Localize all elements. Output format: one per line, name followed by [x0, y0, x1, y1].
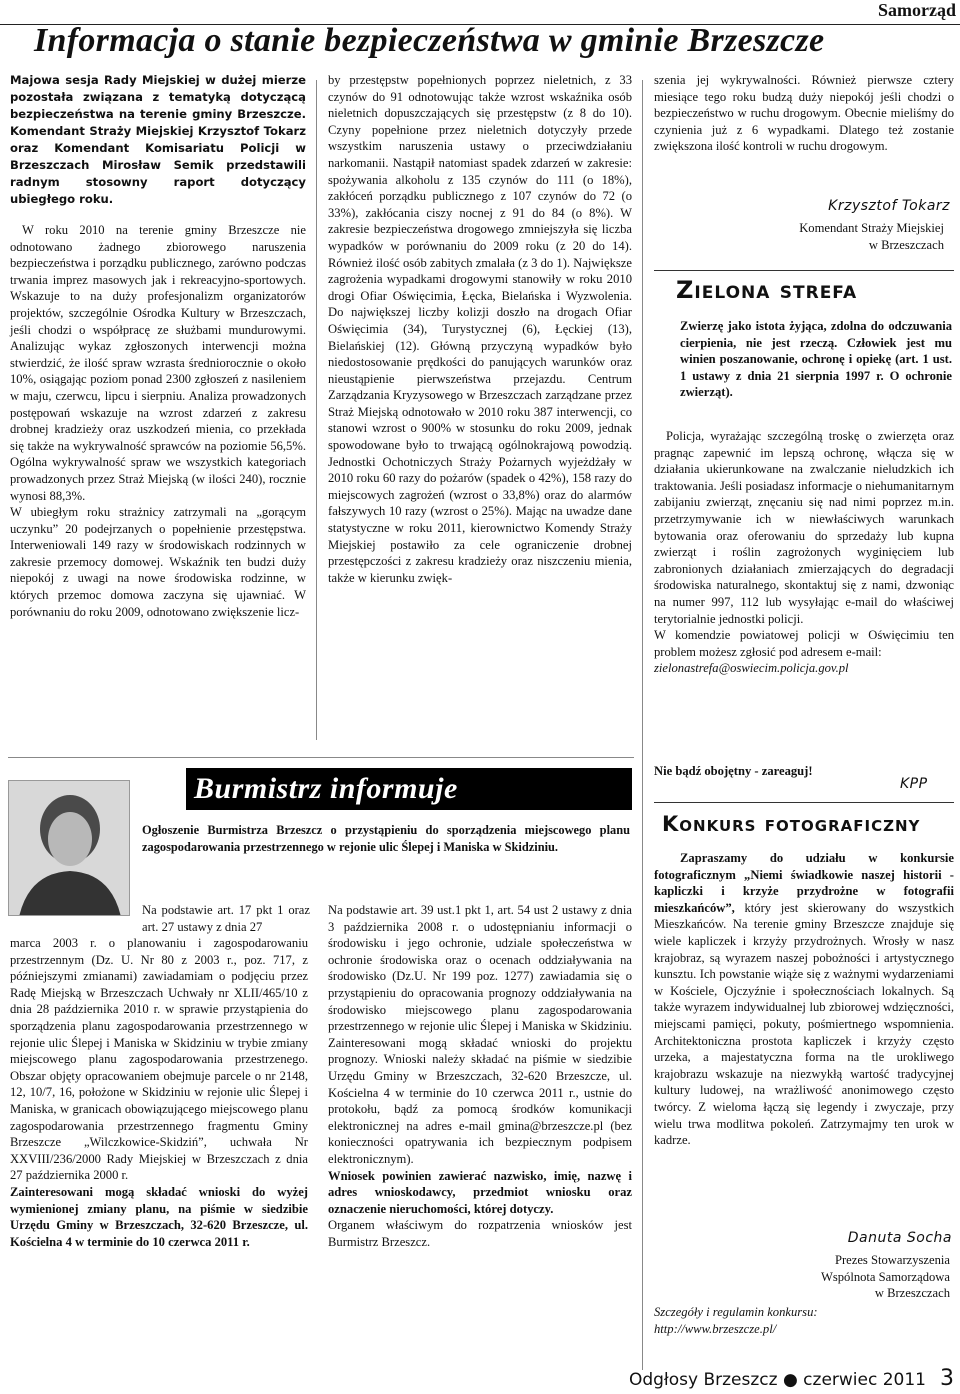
article-paragraph: W ubiegłym roku strażnicy zatrzymali na „gorącym uczynku” 20 podejrzanych o popełnienie przestępstwa. Interweniowali 149 razy w środowiskach rodzinnych w zakresie przemocy domowej. Wskaźnik ten budzi duży niepokój z uwagi na nowe środowiska rodzinne, w których przemoc domowa zaczyna się ujawniać. W porównaniu do roku 2009, odnotowano zwiększenie licz- — [10, 505, 306, 619]
column-divider — [642, 80, 643, 1370]
article-column-3 — [654, 72, 954, 155]
contest-url[interactable]: http://www.brzeszcze.pl/ — [654, 1321, 777, 1336]
contest-details: Szczegóły i regulamin konkursu: http://www.brzeszcze.pl/ — [654, 1305, 818, 1336]
green-zone-closing: Nie bądź obojętny - zareaguj! — [654, 764, 813, 778]
article-column-1 — [10, 72, 306, 620]
article-lead: Majowa sesja Rady Miejskiej w dużej mierze pozostała związana z tematyką dotyczącą bezpieczeństwa na terenie gminy Brzeszcze. Komendant Straży Miejskiej Krzysztof Tokarz oraz Komendant Komisariatu Policji w Brzeszczach Mirosław Semik przedstawili radnym stosowny raport dotyczący ubiegłego roku. — [10, 73, 306, 206]
page-number: 3 — [940, 1366, 954, 1391]
article-column-2 — [328, 72, 632, 586]
article-paragraph: szenia jej wykrywalności. Również pierwsze cztery miesiące tego roku budzą duży niepokój jeśli chodzi o bezpieczeństwo w ruchu drogowym. Obecnie mieliśmy do czynienia już z 6 wypadkami. Dlatego też zostanie zwiększona ilość kontroli w ruchu drogowym. — [654, 73, 954, 154]
section-divider — [8, 757, 634, 758]
column-divider — [316, 80, 317, 740]
burmistrz-col1-top: Na podstawie art. 17 pkt 1 oraz art. 27 ustawy z dnia 27 — [142, 903, 310, 934]
author-signature: Krzysztof Tokarz — [828, 198, 950, 214]
green-zone-lead: Zwierzę jako istota żyjąca, zdolna do odczuwania cierpienia, nie jest rzeczą. Człowiek jest mu winien poszanowanie, ochronę i opiekę (art. 1 ust. 1 ustawy z dnia 21 sierpnia 1997 r. O ochronie zwierząt). — [680, 319, 952, 400]
green-rule — [654, 270, 954, 271]
contest-rule — [654, 802, 954, 803]
burmistrz-column-1: marca 2003 r. o planowaniu i zagospodarowaniu przestrzennym (Dz. U. Nr 80 z 2003 r., poz. 717, z późniejszymi zmianami) zawiadamiam o podjęciu przez Radę Miejską w Brzeszczach Uchwały nr XLII/465/10 z dnia 28 października 2010 r. w sprawie przystąpienia do sporządzenia planu zagospodarowania przestrzennego w rejonie ulic Ślepej i Maniska w Skidziniu w trybie zmiany miejscowego planu zagospodarowania przestrzenego. Obszar objęty opracowaniem obejmuje parcele o nr 2148, 12, 10/7, 16, położone w Skidziniu w rejonie ulic Ślepej i Maniska, w granicach obowiązującego miejscowego planu zagospodarowania przestrzennego fragmentu Gminy Brzeszcze „Wilczkowice-Skidziń”, uchwała Nr XXVIII/236/2000 Rady Miejskiej w Brzeszczach z dnia 27 października 2000 r. Zainteresowani mogą składać wnioski do wyżej wymienionej zmiany planu, na piśmie w siedzibie Urzędu Gminy w Brzeszczach, 32-620 Brzeszcze, ul. Kościelna 4 w terminie do 10 czerwca 2011 r. — [10, 936, 308, 1249]
burmistrz-col2-bold: Wniosek powinien zawierać nazwisko, imię, nazwę i adres wnioskodawcy, przedmiot wniosku oraz oznaczenie nieruchomości, której dotyczy. — [328, 1168, 632, 1216]
green-zone-heading: Zielona strefa — [676, 276, 858, 304]
footer-publication: Odgłosy Brzeszcz ● czerwiec 2011 — [628, 1370, 926, 1390]
green-zone-body: Policja, wyrażając szczególną troskę o zwierzęta oraz pragnąc zapewnić im lepszą ochronę, włącza się w działania ukierunkowane na zwalczanie nieludzkich ich traktowania. Jeśli posiadasz informacje o niehumanitarnym zabijaniu zwierząt, znęcaniu się nad nimi poprzez m.in. przetrzymywanie ich w niewłaściwych warunkach bytowania oraz oferowaniu do sprzedaży lub kupna zwierząt i roślin zagrożonych wyginięciem lub zabronionych działaniach zmierzających do degradacji środowiska naturalnego, skontaktuj się z nami, dzwoniąc na numer 997, 112 lub wysyłając e-mail do właściwej terytorialnie jednostki policji. W komendzie powiatowej policji w Oświęcimiu ten problem możesz zgłosić pod adresem e-mail: zielonastrefa@oswiecim.policja.gov.pl — [654, 429, 954, 676]
burmistrz-lead: Ogłoszenie Burmistrza Brzeszcz o przystąpieniu do sporządzenia miejscowego planu zagospodarowania przestrzennego w rejonie ulic Ślepej i Maniska w Skidziniu. — [142, 823, 630, 854]
burmistrz-banner: Burmistrz informuje — [186, 768, 632, 810]
article-paragraph: by przestępstw popełnionych poprzez nieletnich, z 33 czynów do 91 odnotowując także wzrost wskaźnika osób nieletnich dopuszczających się przestępstw (z 8 do 10). Czyny popełnione przez nieletnich dotyczyły przede wszystkim naruszenia ustawy o przeciwdziałaniu narkomanii. Nastąpił natomiast spadek zdarzeń w zakresie: spożywania alkoholu z 135 czynów do 111 (o 18%), zakłóceń porządku publicznego z 107 czynów do 72 (o 33%), zakłócania ciszy nocnej z 91 do 84 (o 8%). W zakresie bezpieczeństwa drogowego zmniejszyła się liczba wypadków w porównaniu do 2009 roku (z 20 do 14). Również ilość osób zabitych zmalała (z 3 do 1). Największe zagrożenia wypadkami drogowymi stanowiły w roku 2010 drogi Ofiar Oświęcimia, Łęcka, Bielańska i Wyzwolenia. Do największej liczby kolizji doszło na drogach Ofiar Oświęcimia (34), Turystycznej (6), Łęckiej (13), Bielańskiej (12). Główną przyczyną wypadków było niedostosowanie prędkości do panujących warunków oraz nieustąpienie pierwszeństwa przejazdu. Centrum Zarządzania Kryzysowego w Brzeszczach zarządzane przez Straż Miejską odnotowało w 2010 roku 387 interwencji, co stanowi wzrost o 900% w stosunku do roku 2009, jednak spowodowane było to trwającą ogólnokrajową powodzią. Jednostki Ochotniczych Straży Pożarnych wyjeżdżały w 2010 roku 60 razy do pożarów (spadek o 42%), 158 razy do miejscowych zagrożeń (wzrost o 33,8%) oraz do alarmów fałszywych 10 razy (wzrost o 25%). Mając na uwadze dane statystyczne w roku 2011, kierownictwo Komendy Straży Miejskiej postawiło za cele ograniczenie drobnej przestępczości z zakresu kradzieży oraz niszczeniu mienia, także w kierunku zwięk- — [328, 73, 632, 585]
contest-signature: Danuta Socha — [847, 1230, 952, 1246]
green-zone-signature: KPP — [900, 776, 928, 792]
article-paragraph: W roku 2010 na terenie gminy Brzeszcze nie odnotowano żadnego zbiorowego naruszenia bezpieczeństwa i porządku publicznego, zarówno podczas trwania imprez masowych jak i rekreacyjno-sportowych. Wskazuje to na duży profesjonalizm organizatorów projektów, szczególnie Ośrodka Kultury w Brzeszczach, jeśli chodzi o współpracę ze służbami mundurowymi. Analizując wykaz zgłoszonych interwencji można stwierdzić, że ilość spraw wzrasta średniorocznie o około 10%, osiągając poziom ponad 2300 zgłoszeń z nasileniem w maju, czerwcu, lipcu i sierpniu. Analiza prowadzonych postępowań wskazuje na wzrost zdarzeń z zakresu drobnej kradzieży oraz uszkodzeń mienia, co przekłada się także na wykrywalność sprawców na poziomie 56,5%. Ogólna wykrywalność spraw we wszystkich kategoriach prowadzonych przez Straż Miejską (w ilości 240), rocznie wynosi 88,3%. — [10, 223, 306, 503]
contest-lead: Zapraszamy do udziału w konkursie fotograficznym „Niemi świadkowie naszej historii - kapliczki i krzyże przydrożne w fotografii mieszkańców”, — [654, 851, 954, 915]
page-title: Informacja o stanie bezpieczeństwa w gminie Brzeszcze — [34, 22, 825, 59]
author-role: Komendant Straży Miejskiej w Brzeszczach — [799, 221, 944, 252]
burmistrz-column-2: Na podstawie art. 39 ust.1 pkt 1, art. 54 ust 2 ustawy z dnia 3 października 2008 r. o udostępnianiu informacji o środowisku i jego ochronie, udziale społeczeństwa w ochronie środowiska oraz o ocenach oddziaływania na środowisko (Dz.U. Nr 199 poz. 1277) zawiadamia się o przystąpieniu do opracowania prognozy oddziaływania na środowisko miejscowego planu zagospodarowania przestrzennego w rejonie ulic Ślepej i Maniska w Skidziniu. Zainteresowani mogą składać wnioski do projektu prognozy. Wnioski należy składać na piśmie w siedzibie Urzędu Gminy w Brzeszczach, 32-620 Brzeszcze, ul. Kościelna 4 w terminie do 10 czerwca 2011 r., ustnie do protokołu, bądź za pomocą środków komunikacji elektronicznej na adres e-mail gmina@brzeszcze.pl (bez konieczności opatrywania ich bezpiecznym podpisem elektronicznym). Wniosek powinien zawierać nazwisko, imię, nazwę i adres wnioskodawcy, przedmiot wniosku oraz oznaczenie nieruchomości, której dotyczy. Organem właściwym do rozpatrzenia wniosków jest Burmistrz Brzeszcz. — [328, 903, 632, 1249]
contest-signature-role: Prezes Stowarzyszenia Wspólnota Samorządowa w Brzeszczach — [820, 1253, 950, 1301]
section-label: Samorząd — [878, 0, 956, 20]
green-zone-email: zielonastrefa@oswiecim.policja.gov.pl — [654, 661, 849, 676]
burmistrz-col1-bold: Zainteresowani mogą składać wnioski do wyżej wymienionej zmiany planu, na piśmie w siedzibie Urzędu Gminy w Brzeszczach, 32-620 Brzeszcze, ul. Kościelna 4 w terminie do 10 czerwca 2011 r. — [10, 1184, 308, 1249]
portrait-image — [9, 781, 130, 916]
contest-heading: Konkurs fotograficzny — [662, 812, 921, 836]
contest-body: Zapraszamy do udziału w konkursie fotograficznym „Niemi świadkowie naszej historii - kapliczki i krzyże przydrożne w fotografii mieszkańców”, który jest skierowany do wszystkich Mieszkańców. Na terenie gminy Brzeszcze znajduje się wiele kapliczek i krzyży przydrożnych. Wrosły w nasz krajobraz, są wyrazem naszej pobożności i artystycznego kunsztu. Ich powstanie wiąże się z ważnymi wydarzeniami w Kościele, Ojczyźnie i społecznościach lokalnych. Są także wyrazem indywidualnej lub zbiorowej wdzięczności, miejscami pamięci, pokuty, pośmiertnego wspomnienia. Architektoniczna prostota kapliczek i krzyży często urzeka, a majestatyczna forma na tle urokliwego krajobrazu wskazuje na niezwykłą wartość tradycyjnej kultury ludowej, na wrażliwość anonimowego często twórcy. Z wielomа łączą się legendy i zwyczaje, przy wielu trwa modlitwa pokoleń. Zatrzymajmy ten urok w kadrze. — [654, 851, 954, 1148]
mayor-portrait — [8, 780, 130, 916]
